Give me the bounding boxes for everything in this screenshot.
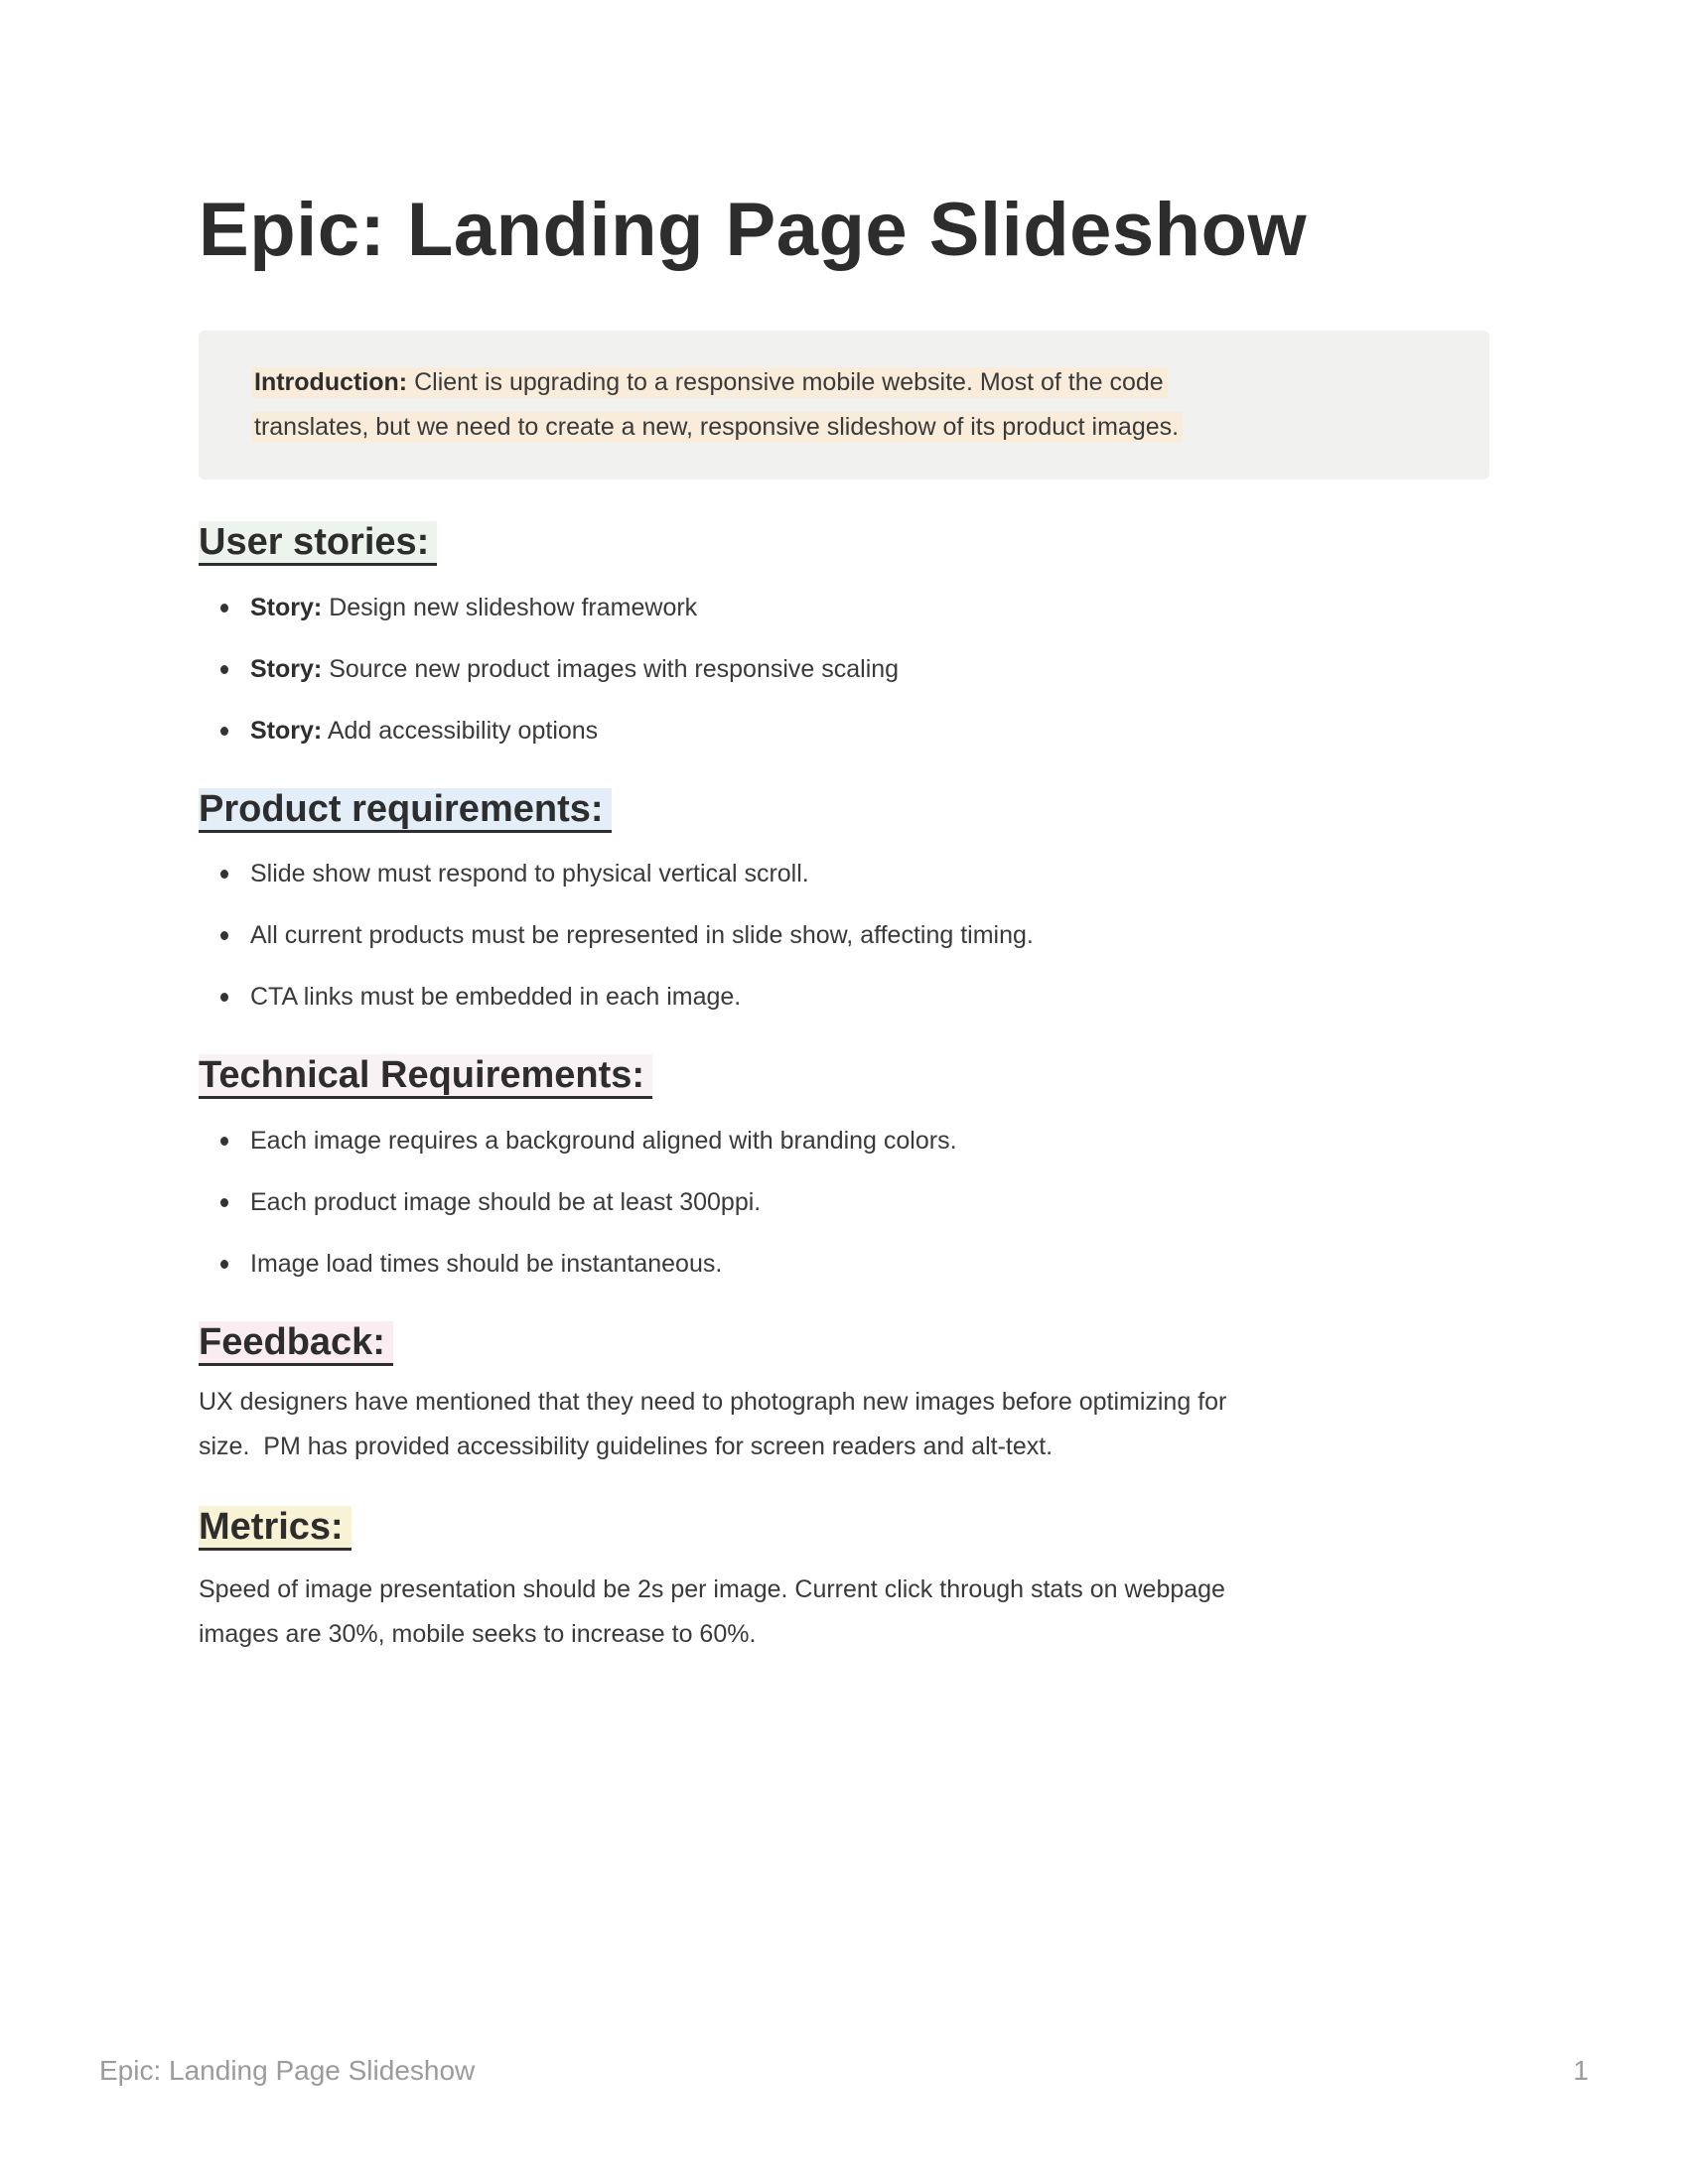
list-item: Image load times should be instantaneous. — [199, 1250, 1489, 1279]
list-item — [199, 717, 1489, 746]
section-heading-metrics: Metrics: — [199, 1504, 1489, 1552]
story-text: Source new product images with responsive scaling — [329, 654, 900, 683]
list-item — [199, 655, 1489, 684]
story-label: Story: — [250, 716, 323, 745]
intro-line-1 — [252, 367, 1168, 398]
product-requirements-list — [199, 860, 1489, 1012]
metrics-paragraph — [199, 1568, 1489, 1657]
intro-callout — [199, 331, 1489, 479]
list-item: CTA links must be embedded in each image. — [199, 983, 1489, 1012]
feedback-line-2: size. PM has provided accessibility guidelines for screen readers and alt-text. — [199, 1433, 1054, 1461]
intro-line-2: translates, but we need to create a new, responsive slideshow of its product images. — [252, 412, 1183, 443]
story-label: Story: — [250, 654, 323, 683]
section-heading-user-stories: User stories: — [199, 519, 1489, 567]
story-text: Add accessibility options — [327, 716, 599, 745]
list-item: Each product image should be at least 300ppi. — [199, 1188, 1489, 1217]
metrics-line-1: Speed of image presentation should be 2s per image. Current click through stats on webpage — [199, 1574, 1225, 1603]
intro-label: Introduction: — [254, 368, 408, 397]
user-stories-list — [199, 594, 1489, 746]
intro-line-1-text: Client is upgrading to a responsive mobile website. Most of the code — [407, 368, 1164, 397]
page-footer — [99, 2055, 1589, 2087]
intro-paragraph — [252, 360, 1430, 450]
list-item: All current products must be represented in slide show, affecting timing. — [199, 921, 1489, 950]
story-text: Design new slideshow framework — [329, 593, 698, 621]
feedback-line-1: UX designers have mentioned that they need to photograph new images before optimizing for — [199, 1388, 1227, 1417]
footer-document-title: Epic: Landing Page Slideshow — [99, 2055, 476, 2086]
list-item — [199, 594, 1489, 622]
section-heading-technical-requirements: Technical Requirements: — [199, 1052, 1489, 1100]
footer-page-number: 1 — [1573, 2055, 1589, 2086]
list-item: Slide show must respond to physical vertical scroll. — [199, 860, 1489, 888]
metrics-line-2: images are 30%, mobile seeks to increase to 60%. — [199, 1619, 757, 1648]
feedback-paragraph — [199, 1380, 1489, 1469]
section-heading-product-requirements: Product requirements: — [199, 786, 1489, 834]
section-heading-feedback: Feedback: — [199, 1319, 1489, 1367]
page-title: Epic: Landing Page Slideshow — [199, 188, 1308, 272]
list-item: Each image requires a background aligned with branding colors. — [199, 1127, 1489, 1156]
story-label: Story: — [250, 593, 323, 621]
technical-requirements-list — [199, 1127, 1489, 1279]
